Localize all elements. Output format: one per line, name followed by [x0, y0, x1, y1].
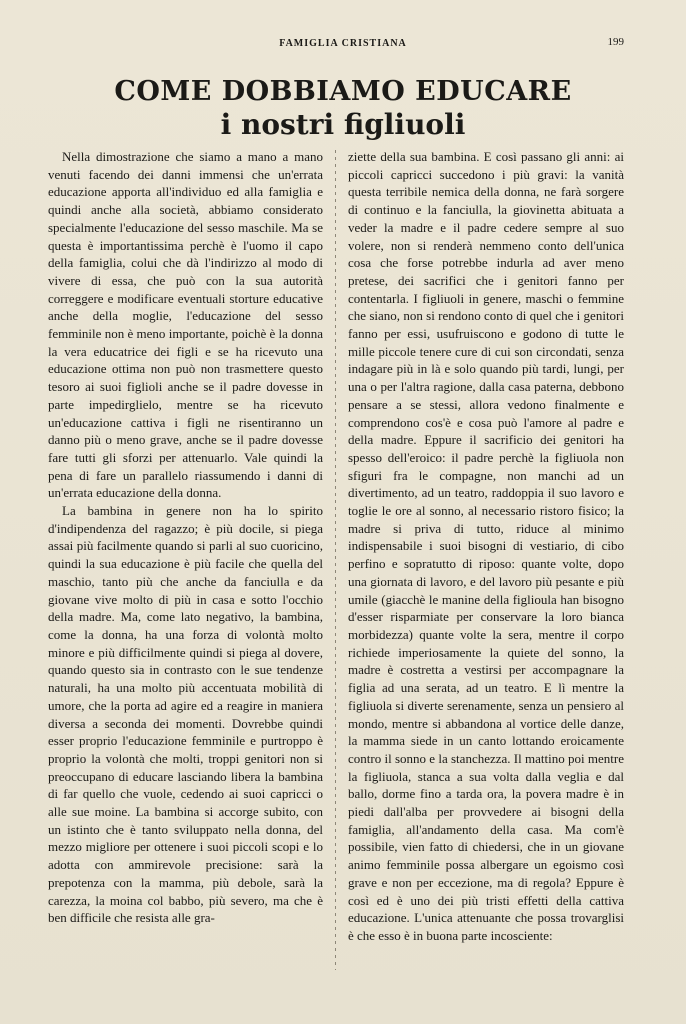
paragraph: ziette della sua bambina. E così passano gli anni: ai piccoli capricci succedono i più gravi: la vanità questa terribile nemica della donna, ne farà sorgere di continuo e la fanciulla, la giovinetta abituata a veder la madre e il padre cedere sempre al suo volere, non si renderà nemmeno conto dell'unica cosa che forse potrebbe indurla ad aver meno pretese, dei sacrifici che i genitori fanno per contentarla. I figliuoli in genere, maschi o femmine che siano, non si rendono conto di quel che i genitori fanno per essi, usufruiscono e godono di tutte le mille piccole tenere cure di cui son circondati, senza indagare più in là e solo quando più tardi, lungi, per una o per l'altra ragione, dalla casa paterna, debbono pensare a se stessi, allora vedono finalmente e comprendono cos'è e cosa può l'amore al padre e della madre. Eppure il sacrificio dei genitori ha spesso dell'eroico: il padre perchè la figliuola non sfiguri fra le compagne, non manchi ad un divertimento, ad un teatro, raddoppia il suo lavoro e toglie le ore al sonno, al necessario ristoro fisico; la madre si priva di tutto, riduce al minimo indispensabile i suoi bisogni di vestiario, di cibo perfino e sopratutto di riposo: quante volte, dopo una giornata di lavoro, e del lavoro più pesante e più umile (giacchè le manine della figlioula han bisogno d'esser risparmiate per conservare la loro bianca morbidezza) quante volte la sera, mentre il corpo richiede imperiosamente la quiete del sonno, la madre è costretta a vestirsi per accompagnare la figlia ad una serata, ad un teatro. E lì mentre la figliuola si diverte serenamente, senza un pensiero al mondo, mentre si abbandona al vortice delle danze, la mamma siede in un canto lottando eroicamente contro il sonno e la stanchezza. Il mattino poi mentre la figliuola, stanca a sua volta dalla veglia e dal ballo, dorme fino a tarda ora, la povera madre è in piedi dall'alba per provvedere ai bisogni della famiglia, all'andamento della casa. Ma com'è possibile, vien fatto di chiedersi, che in un giovane animo femminile possa albergare un egoismo così grave e non per eccezione, ma di regola? Eppure è così ed è uno dei più tristi effetti della cattiva educazione. L'unica attenuante che possa trovarglisi è che esso è in buona parte incosciente: [348, 149, 624, 943]
left-column [48, 148, 323, 978]
right-column [348, 148, 624, 978]
article-title: COME DOBBIAMO EDUCARE [114, 76, 572, 107]
paragraph: La bambina in genere non ha lo spirito d'indipendenza del ragazzo; è più docile, si piega assai più facilmente quando si parli al suo cuoricino, quindi la sua educazione è più facile che quella del maschio, tanto più che anche da fanciulla e da giovane vive molto di più in casa e sotto l'occhio della madre. Ma, come lato negativo, la bambina, come la donna, ha una forza di volontà molto minore e più difficilmente quindi si piega al dovere, quando questo sia in contrasto con le sue tendenze naturali, ha una molto più accentuata mobilità di umore, che la porta ad agire ed a reagire in maniera diversa a seconda dei momenti. Dovrebbe quindi esser proprio l'educazione femminile e purtroppo è proprio la volontà che molti, troppi genitori non si preoccupano di educare lasciando libera la bambina di far quello che vuole, cedendo ai suoi capricci o alle sue moine. La bambina si accorge subito, con un istinto che è tanto sviluppato nella donna, del mezzo migliore per ottenere i suoi piccoli scopi e lo adotta con ammirevole precisione: sarà la prepotenza con la mamma, più debole, sarà la carezza, la moina col babbo, più severo, ma che è ben difficile che resista alle gra- [48, 503, 323, 926]
running-header: FAMIGLIA CRISTIANA [279, 38, 407, 49]
page-number: 199 [607, 36, 624, 48]
paragraph: Nella dimostrazione che siamo a mano a mano venuti facendo dei danni immensi che un'errata educazione apporta all'individuo ed alla famiglia e quindi anche alla società, abbiamo considerato specialmente l'educazione del sesso maschile. Ma se questa è importantissima perchè è l'uomo il capo della famiglia, colui che dà l'indirizzo al modo di vivere di essa, che può con la sua autorità correggere e modificare eventuali storture educative anche della moglie, l'educazione del sesso femminile non è meno importante, poichè è la donna la vera educatrice dei figli e se ha ricevuto una educazione ottima non può non trasmettere questo tesoro ai suoi figlioli anche se il padre dovesse in parte impedirglielo, mentre se ha ricevuto un'educazione cattiva i figli ne risentiranno un danno più o meno grave, anche se il padre dovesse fare tutti gli sforzi per attenuarlo. Vale quindi la pena di fare un parallelo riassumendo i danni di un'errata educazione della donna. [48, 149, 323, 501]
article-subtitle: i nostri figliuoli [220, 108, 466, 141]
column-divider [335, 150, 336, 970]
